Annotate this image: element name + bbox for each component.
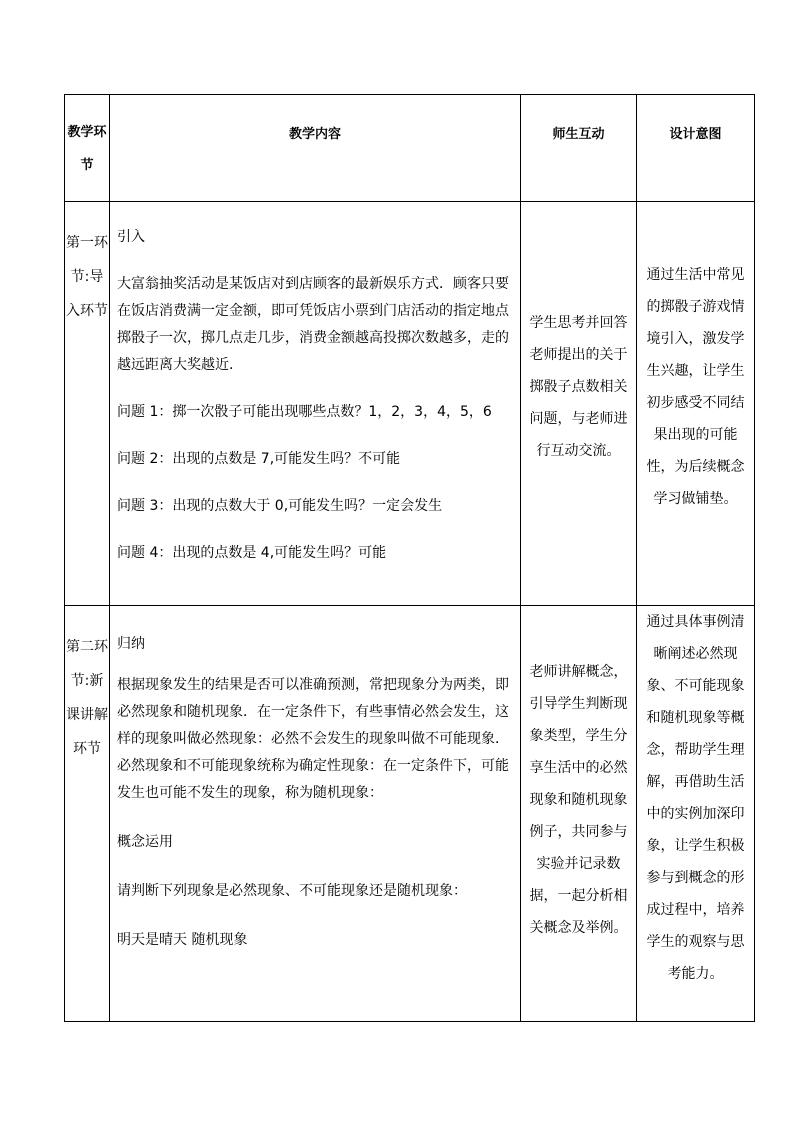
interaction-cell <box>521 202 637 606</box>
stage-label: 第二环节:新课讲解环节 <box>66 639 108 757</box>
content-prompt: 请判断下列现象是必然现象、不可能现象还是随机现象： <box>117 883 467 899</box>
content-title: 归纳 <box>117 636 145 652</box>
question-2: 问题 2：出现的点数是 7,可能发生吗？不可能 <box>117 451 401 467</box>
content-example: 明天是晴天 随机现象 <box>117 932 248 948</box>
intent-cell <box>637 606 755 1022</box>
header-interaction: 师生互动 <box>552 127 605 142</box>
header-intent-cell <box>637 95 755 202</box>
stage-label: 第一环节:导入环节 <box>66 235 108 319</box>
question-4: 问题 4：出现的点数是 4,可能发生吗？可能 <box>117 545 387 561</box>
intent-text: 通过生活中常见的掷骰子游戏情境引入，激发学生兴趣，让学生初步感受不同结果出现的可能性，为后续概念学习做铺垫。 <box>646 267 745 507</box>
content-subheading: 概念运用 <box>117 834 173 850</box>
content-title: 引入 <box>117 229 145 245</box>
header-content-cell <box>110 95 521 202</box>
intent-text: 通过具体事例清晰阐述必然现象、不可能现象和随机现象等概念，帮助学生理解，再借助生活中的实例加深印象，让学生积极参与到概念的形成过程中，培养学生的观察与思考能力。 <box>646 614 745 982</box>
header-stage-cell <box>65 95 110 202</box>
interaction-cell <box>521 606 637 1022</box>
stage-cell <box>65 606 110 1022</box>
header-interaction-cell <box>521 95 637 202</box>
question-1: 问题 1：掷一次骰子可能出现哪些点数？1，2，3，4，5，6 <box>117 404 492 420</box>
intent-cell <box>637 202 755 606</box>
table-row <box>65 606 755 1022</box>
header-stage: 教学环节 <box>67 125 107 173</box>
content-cell <box>110 606 521 1022</box>
lesson-plan-table <box>64 94 755 1022</box>
header-content: 教学内容 <box>288 127 341 142</box>
content-paragraph: 大富翁抽奖活动是某饭店对到店顾客的最新娱乐方式．顾客只要在饭店消费满一定金额，即可凭饭店小票到门店活动的指定地点掷骰子一次，掷几点走几步，消费金额越高投掷次数越多，走的越远距离大奖越近. <box>117 276 509 373</box>
content-cell <box>110 202 521 606</box>
question-3: 问题 3：出现的点数大于 0,可能发生吗？一定会发生 <box>117 498 443 514</box>
interaction-text: 学生思考并回答老师提出的关于掷骰子点数相关问题，与老师进行互动交流。 <box>529 315 628 459</box>
stage-cell <box>65 202 110 606</box>
interaction-text: 老师讲解概念，引导学生判断现象类型，学生分享生活中的必然现象和随机现象例子，共同参与实验并记录数据，一起分析相关概念及举例。 <box>529 664 628 936</box>
table-row <box>65 202 755 606</box>
header-intent: 设计意图 <box>669 127 722 142</box>
table-header-row <box>65 95 755 202</box>
content-paragraph: 根据现象发生的结果是否可以准确预测，常把现象分为两类，即必然现象和随机现象．在一定条件下，有些事情必然会发生，这样的现象叫做必然现象：必然不会发生的现象叫做不可能现象．必然现象和不可能现象统称为确定性现象：在一定条件下，可能发生也可能不发生的现象，称为随机现象： <box>117 677 509 801</box>
